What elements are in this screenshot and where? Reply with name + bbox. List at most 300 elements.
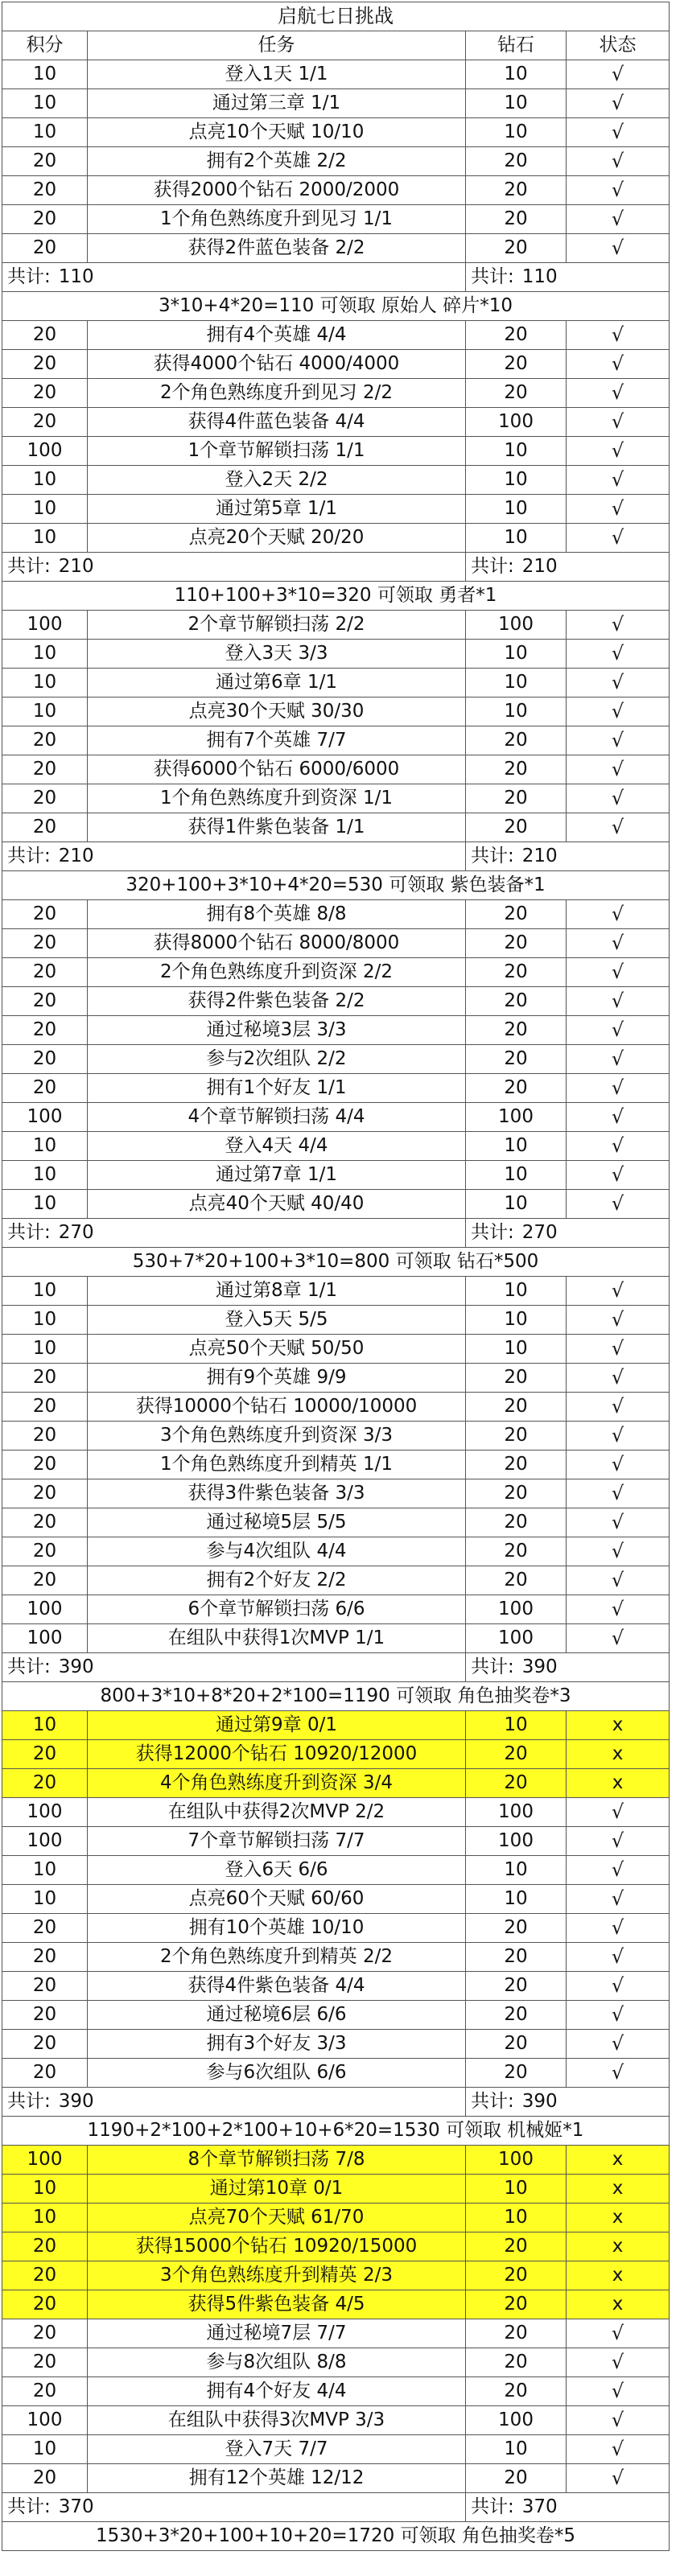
total-diamond-value: 110 xyxy=(521,266,558,287)
points-cell: 10 xyxy=(2,466,88,495)
points-cell: 20 xyxy=(2,2290,88,2319)
task-row xyxy=(2,379,670,408)
task-cell: 在组队中获得1次MVP 1/1 xyxy=(88,1624,466,1653)
points-cell: 20 xyxy=(2,379,88,408)
total-diamond-value: 210 xyxy=(521,556,558,577)
diamond-total xyxy=(466,2493,670,2522)
task-cell: 登入3天 3/3 xyxy=(88,640,466,669)
status-cell: x xyxy=(567,1769,670,1798)
reward-summary-row xyxy=(2,2117,670,2146)
status-cell: x xyxy=(567,2290,670,2319)
diamond-cell: 10 xyxy=(466,697,567,726)
task-cell: 通过第5章 1/1 xyxy=(88,495,466,524)
status-cell: √ xyxy=(567,2377,670,2406)
diamond-cell: 10 xyxy=(466,60,567,89)
status-cell: √ xyxy=(567,379,670,408)
diamond-cell: 10 xyxy=(466,2435,567,2464)
status-cell: √ xyxy=(567,466,670,495)
diamond-cell: 10 xyxy=(466,1856,567,1885)
diamond-cell: 20 xyxy=(466,1364,567,1393)
points-cell: 20 xyxy=(2,147,88,176)
task-cell: 通过第10章 0/1 xyxy=(88,2175,466,2204)
task-row xyxy=(2,2290,670,2319)
task-cell: 1个章节解锁扫荡 1/1 xyxy=(88,437,466,466)
points-cell: 10 xyxy=(2,640,88,669)
diamond-cell: 20 xyxy=(466,958,567,987)
points-cell: 10 xyxy=(2,1190,88,1219)
task-row xyxy=(2,2232,670,2261)
task-cell: 登入1天 1/1 xyxy=(88,60,466,89)
points-cell: 20 xyxy=(2,1769,88,1798)
task-cell: 4个章节解锁扫荡 4/4 xyxy=(88,1103,466,1132)
task-row xyxy=(2,2059,670,2088)
task-row xyxy=(2,1393,670,1422)
diamond-cell: 10 xyxy=(466,1190,567,1219)
task-cell: 获得15000个钻石 10920/15000 xyxy=(88,2232,466,2261)
header-row xyxy=(2,31,670,60)
status-cell: √ xyxy=(567,784,670,813)
total-diamond-value: 210 xyxy=(521,846,558,866)
task-row xyxy=(2,1103,670,1132)
task-row xyxy=(2,1624,670,1653)
task-cell: 获得4件紫色装备 4/4 xyxy=(88,1972,466,2001)
task-row xyxy=(2,408,670,437)
page-title: 启航七日挑战 xyxy=(2,2,670,31)
diamond-cell: 20 xyxy=(466,1422,567,1451)
task-cell: 拥有12个英雄 12/12 xyxy=(88,2464,466,2493)
task-cell: 拥有4个英雄 4/4 xyxy=(88,321,466,350)
points-cell: 20 xyxy=(2,1479,88,1508)
points-cell: 20 xyxy=(2,205,88,234)
task-row xyxy=(2,1364,670,1393)
diamond-cell: 100 xyxy=(466,2406,567,2435)
total-label: 共计: xyxy=(7,2091,51,2112)
points-cell: 10 xyxy=(2,2435,88,2464)
diamond-cell: 10 xyxy=(466,524,567,553)
points-cell: 20 xyxy=(2,813,88,842)
status-cell: √ xyxy=(567,1306,670,1335)
total-row xyxy=(2,1219,670,1248)
diamond-cell: 100 xyxy=(466,408,567,437)
diamond-total xyxy=(466,842,670,871)
task-row xyxy=(2,524,670,553)
task-cell: 点亮10个天赋 10/10 xyxy=(88,118,466,147)
diamond-cell: 100 xyxy=(466,2146,567,2175)
status-cell: √ xyxy=(567,755,670,784)
task-cell: 点亮60个天赋 60/60 xyxy=(88,1885,466,1914)
task-row xyxy=(2,1566,670,1595)
total-diamond-value: 370 xyxy=(521,2496,558,2517)
diamond-cell: 100 xyxy=(466,611,567,640)
total-row xyxy=(2,1653,670,1682)
task-row xyxy=(2,1479,670,1508)
table-body xyxy=(2,2,670,2551)
task-row xyxy=(2,2319,670,2348)
task-row xyxy=(2,987,670,1016)
status-cell: √ xyxy=(567,495,670,524)
status-cell: x xyxy=(567,2175,670,2204)
points-cell: 10 xyxy=(2,60,88,89)
diamond-cell: 20 xyxy=(466,1537,567,1566)
task-row xyxy=(2,640,670,669)
diamond-cell: 20 xyxy=(466,1074,567,1103)
task-row xyxy=(2,234,670,263)
diamond-total xyxy=(466,1653,670,1682)
task-cell: 拥有7个英雄 7/7 xyxy=(88,726,466,755)
points-cell: 10 xyxy=(2,2204,88,2232)
total-label: 共计: xyxy=(471,266,514,287)
status-cell: √ xyxy=(567,1103,670,1132)
diamond-total xyxy=(466,263,670,292)
total-points-value: 110 xyxy=(58,266,94,287)
status-cell: √ xyxy=(567,1566,670,1595)
task-row xyxy=(2,1074,670,1103)
points-cell: 10 xyxy=(2,669,88,697)
diamond-cell: 20 xyxy=(466,1451,567,1479)
status-cell: √ xyxy=(567,2001,670,2030)
diamond-total xyxy=(466,1219,670,1248)
status-cell: x xyxy=(567,2146,670,2175)
status-cell: √ xyxy=(567,321,670,350)
task-row xyxy=(2,1335,670,1364)
diamond-cell: 100 xyxy=(466,1827,567,1856)
points-cell: 20 xyxy=(2,1393,88,1422)
status-cell: √ xyxy=(567,118,670,147)
diamond-cell: 10 xyxy=(466,118,567,147)
status-cell: √ xyxy=(567,1074,670,1103)
points-cell: 20 xyxy=(2,2261,88,2290)
task-cell: 通过秘境5层 5/5 xyxy=(88,1508,466,1537)
points-cell: 10 xyxy=(2,2175,88,2204)
points-cell: 20 xyxy=(2,929,88,958)
total-label: 共计: xyxy=(471,2091,514,2112)
points-cell: 20 xyxy=(2,2319,88,2348)
diamond-total xyxy=(466,2088,670,2117)
diamond-cell: 20 xyxy=(466,1740,567,1769)
diamond-cell: 20 xyxy=(466,147,567,176)
total-row xyxy=(2,2088,670,2117)
diamond-cell: 20 xyxy=(466,2232,567,2261)
task-row xyxy=(2,958,670,987)
task-row xyxy=(2,2261,670,2290)
task-cell: 点亮50个天赋 50/50 xyxy=(88,1335,466,1364)
task-row xyxy=(2,495,670,524)
task-row xyxy=(2,2406,670,2435)
task-cell: 获得6000个钻石 6000/6000 xyxy=(88,755,466,784)
total-label: 共计: xyxy=(471,556,514,577)
points-cell: 10 xyxy=(2,1711,88,1740)
status-cell: √ xyxy=(567,669,670,697)
points-cell: 20 xyxy=(2,1972,88,2001)
status-cell: √ xyxy=(567,1016,670,1045)
task-row xyxy=(2,2377,670,2406)
points-cell: 100 xyxy=(2,1103,88,1132)
task-row xyxy=(2,1856,670,1885)
diamond-cell: 10 xyxy=(466,1711,567,1740)
diamond-cell: 20 xyxy=(466,176,567,205)
points-cell: 20 xyxy=(2,1508,88,1537)
points-cell: 20 xyxy=(2,234,88,263)
status-cell: √ xyxy=(567,234,670,263)
reward-summary-row xyxy=(2,292,670,321)
diamond-cell: 20 xyxy=(466,2464,567,2493)
task-row xyxy=(2,147,670,176)
points-cell: 10 xyxy=(2,118,88,147)
status-cell: √ xyxy=(567,1856,670,1885)
header-points: 积分 xyxy=(2,31,88,60)
task-cell: 2个角色熟练度升到见习 2/2 xyxy=(88,379,466,408)
status-cell: √ xyxy=(567,408,670,437)
status-cell: √ xyxy=(567,2435,670,2464)
status-cell: √ xyxy=(567,1364,670,1393)
reward-summary: 800+3*10+8*20+2*100=1190 可领取 角色抽奖卷*3 xyxy=(2,1682,670,1711)
task-cell: 1个角色熟练度升到精英 1/1 xyxy=(88,1451,466,1479)
task-cell: 拥有10个英雄 10/10 xyxy=(88,1914,466,1943)
diamond-cell: 20 xyxy=(466,900,567,929)
task-row xyxy=(2,669,670,697)
diamond-cell: 20 xyxy=(466,987,567,1016)
status-cell: √ xyxy=(567,611,670,640)
diamond-cell: 20 xyxy=(466,813,567,842)
task-row xyxy=(2,1508,670,1537)
status-cell: √ xyxy=(567,1335,670,1364)
task-row xyxy=(2,813,670,842)
diamond-cell: 10 xyxy=(466,1306,567,1335)
total-label: 共计: xyxy=(7,2496,51,2517)
task-row xyxy=(2,1451,670,1479)
reward-summary-row xyxy=(2,2522,670,2551)
status-cell: x xyxy=(567,2261,670,2290)
task-cell: 参与6次组队 6/6 xyxy=(88,2059,466,2088)
task-cell: 参与4次组队 4/4 xyxy=(88,1537,466,1566)
total-label: 共计: xyxy=(471,1656,514,1677)
task-cell: 通过第三章 1/1 xyxy=(88,89,466,118)
total-row xyxy=(2,263,670,292)
status-cell: √ xyxy=(567,1508,670,1537)
task-cell: 获得12000个钻石 10920/12000 xyxy=(88,1740,466,1769)
total-diamond-value: 390 xyxy=(521,2091,558,2112)
points-cell: 10 xyxy=(2,524,88,553)
task-row xyxy=(2,1537,670,1566)
total-label: 共计: xyxy=(471,2496,514,2517)
points-cell: 20 xyxy=(2,755,88,784)
task-row xyxy=(2,1827,670,1856)
points-cell: 100 xyxy=(2,2146,88,2175)
points-cell: 10 xyxy=(2,89,88,118)
points-cell: 10 xyxy=(2,1856,88,1885)
task-cell: 点亮40个天赋 40/40 xyxy=(88,1190,466,1219)
diamond-cell: 20 xyxy=(466,321,567,350)
status-cell: √ xyxy=(567,1451,670,1479)
total-label: 共计: xyxy=(7,1222,51,1243)
task-cell: 参与2次组队 2/2 xyxy=(88,1045,466,1074)
total-label: 共计: xyxy=(7,556,51,577)
task-row xyxy=(2,2146,670,2175)
diamond-cell: 20 xyxy=(466,755,567,784)
status-cell: √ xyxy=(567,2348,670,2377)
status-cell: √ xyxy=(567,1827,670,1856)
points-cell: 20 xyxy=(2,1016,88,1045)
status-cell: √ xyxy=(567,60,670,89)
points-cell: 100 xyxy=(2,437,88,466)
task-cell: 4个角色熟练度升到资深 3/4 xyxy=(88,1769,466,1798)
status-cell: √ xyxy=(567,1798,670,1827)
task-row xyxy=(2,1422,670,1451)
task-cell: 拥有2个英雄 2/2 xyxy=(88,147,466,176)
diamond-cell: 20 xyxy=(466,2001,567,2030)
diamond-cell: 20 xyxy=(466,2290,567,2319)
task-cell: 登入6天 6/6 xyxy=(88,1856,466,1885)
status-cell: √ xyxy=(567,640,670,669)
total-points-value: 390 xyxy=(58,1656,94,1677)
reward-summary-row xyxy=(2,1682,670,1711)
points-cell: 100 xyxy=(2,1827,88,1856)
task-cell: 登入4天 4/4 xyxy=(88,1132,466,1161)
status-cell: √ xyxy=(567,987,670,1016)
status-cell: √ xyxy=(567,2319,670,2348)
task-row xyxy=(2,1306,670,1335)
header-diamond: 钻石 xyxy=(466,31,567,60)
points-total xyxy=(2,553,466,582)
points-cell: 20 xyxy=(2,900,88,929)
header-status: 状态 xyxy=(567,31,670,60)
task-cell: 获得1件紫色装备 1/1 xyxy=(88,813,466,842)
diamond-cell: 10 xyxy=(466,640,567,669)
task-row xyxy=(2,205,670,234)
points-cell: 10 xyxy=(2,1132,88,1161)
points-total xyxy=(2,2088,466,2117)
task-row xyxy=(2,2030,670,2059)
points-cell: 20 xyxy=(2,2059,88,2088)
status-cell: √ xyxy=(567,1537,670,1566)
status-cell: √ xyxy=(567,89,670,118)
task-row xyxy=(2,1277,670,1306)
task-row xyxy=(2,726,670,755)
points-cell: 20 xyxy=(2,1566,88,1595)
diamond-cell: 10 xyxy=(466,89,567,118)
points-cell: 20 xyxy=(2,1537,88,1566)
task-row xyxy=(2,60,670,89)
points-cell: 100 xyxy=(2,1798,88,1827)
diamond-cell: 20 xyxy=(466,234,567,263)
header-task: 任务 xyxy=(88,31,466,60)
task-row xyxy=(2,784,670,813)
task-row xyxy=(2,2001,670,2030)
diamond-cell: 20 xyxy=(466,1769,567,1798)
total-label: 共计: xyxy=(7,1656,51,1677)
task-row xyxy=(2,2464,670,2493)
points-total xyxy=(2,1653,466,1682)
diamond-cell: 20 xyxy=(466,1479,567,1508)
task-row xyxy=(2,2435,670,2464)
status-cell: √ xyxy=(567,524,670,553)
status-cell: √ xyxy=(567,1422,670,1451)
status-cell: √ xyxy=(567,2464,670,2493)
status-cell: √ xyxy=(567,437,670,466)
status-cell: √ xyxy=(567,900,670,929)
task-cell: 获得5件紫色装备 4/5 xyxy=(88,2290,466,2319)
diamond-cell: 20 xyxy=(466,1393,567,1422)
diamond-cell: 10 xyxy=(466,466,567,495)
task-cell: 拥有1个好友 1/1 xyxy=(88,1074,466,1103)
task-cell: 点亮20个天赋 20/20 xyxy=(88,524,466,553)
points-cell: 20 xyxy=(2,350,88,379)
task-row xyxy=(2,437,670,466)
reward-summary: 3*10+4*20=110 可领取 原始人 碎片*10 xyxy=(2,292,670,321)
task-row xyxy=(2,2175,670,2204)
status-cell: √ xyxy=(567,1393,670,1422)
status-cell: x xyxy=(567,1711,670,1740)
points-cell: 100 xyxy=(2,2406,88,2435)
points-total xyxy=(2,1219,466,1248)
task-row xyxy=(2,1885,670,1914)
task-cell: 1个角色熟练度升到见习 1/1 xyxy=(88,205,466,234)
task-cell: 获得2000个钻石 2000/2000 xyxy=(88,176,466,205)
total-points-value: 390 xyxy=(58,2091,94,2112)
points-cell: 20 xyxy=(2,2030,88,2059)
diamond-cell: 100 xyxy=(466,1595,567,1624)
points-total xyxy=(2,2493,466,2522)
points-cell: 20 xyxy=(2,408,88,437)
diamond-cell: 20 xyxy=(466,205,567,234)
diamond-cell: 100 xyxy=(466,1798,567,1827)
task-row xyxy=(2,118,670,147)
diamond-cell: 10 xyxy=(466,437,567,466)
total-points-value: 270 xyxy=(58,1222,94,1243)
challenge-sheet xyxy=(2,2,669,2551)
points-cell: 20 xyxy=(2,176,88,205)
task-cell: 参与8次组队 8/8 xyxy=(88,2348,466,2377)
points-cell: 10 xyxy=(2,1161,88,1190)
diamond-cell: 20 xyxy=(466,1508,567,1537)
diamond-cell: 20 xyxy=(466,1914,567,1943)
reward-summary-row xyxy=(2,871,670,900)
task-cell: 登入2天 2/2 xyxy=(88,466,466,495)
task-row xyxy=(2,1016,670,1045)
status-cell: √ xyxy=(567,1190,670,1219)
status-cell: x xyxy=(567,1740,670,1769)
total-row xyxy=(2,553,670,582)
status-cell: √ xyxy=(567,147,670,176)
total-points-value: 210 xyxy=(58,556,94,577)
status-cell: √ xyxy=(567,697,670,726)
points-cell: 20 xyxy=(2,1074,88,1103)
diamond-cell: 10 xyxy=(466,2204,567,2232)
points-cell: 20 xyxy=(2,987,88,1016)
task-row xyxy=(2,350,670,379)
task-row xyxy=(2,89,670,118)
task-row xyxy=(2,1972,670,2001)
points-cell: 20 xyxy=(2,2377,88,2406)
task-row xyxy=(2,2348,670,2377)
points-cell: 10 xyxy=(2,1277,88,1306)
task-row xyxy=(2,1190,670,1219)
points-total xyxy=(2,842,466,871)
status-cell: √ xyxy=(567,350,670,379)
task-row xyxy=(2,1595,670,1624)
diamond-cell: 20 xyxy=(466,1045,567,1074)
diamond-cell: 20 xyxy=(466,784,567,813)
task-cell: 在组队中获得3次MVP 3/3 xyxy=(88,2406,466,2435)
task-cell: 通过秘境3层 3/3 xyxy=(88,1016,466,1045)
total-diamond-value: 270 xyxy=(521,1222,558,1243)
diamond-cell: 10 xyxy=(466,2175,567,2204)
task-row xyxy=(2,2204,670,2232)
task-cell: 6个章节解锁扫荡 6/6 xyxy=(88,1595,466,1624)
task-cell: 8个章节解锁扫荡 7/8 xyxy=(88,2146,466,2175)
status-cell: √ xyxy=(567,1595,670,1624)
task-row xyxy=(2,929,670,958)
